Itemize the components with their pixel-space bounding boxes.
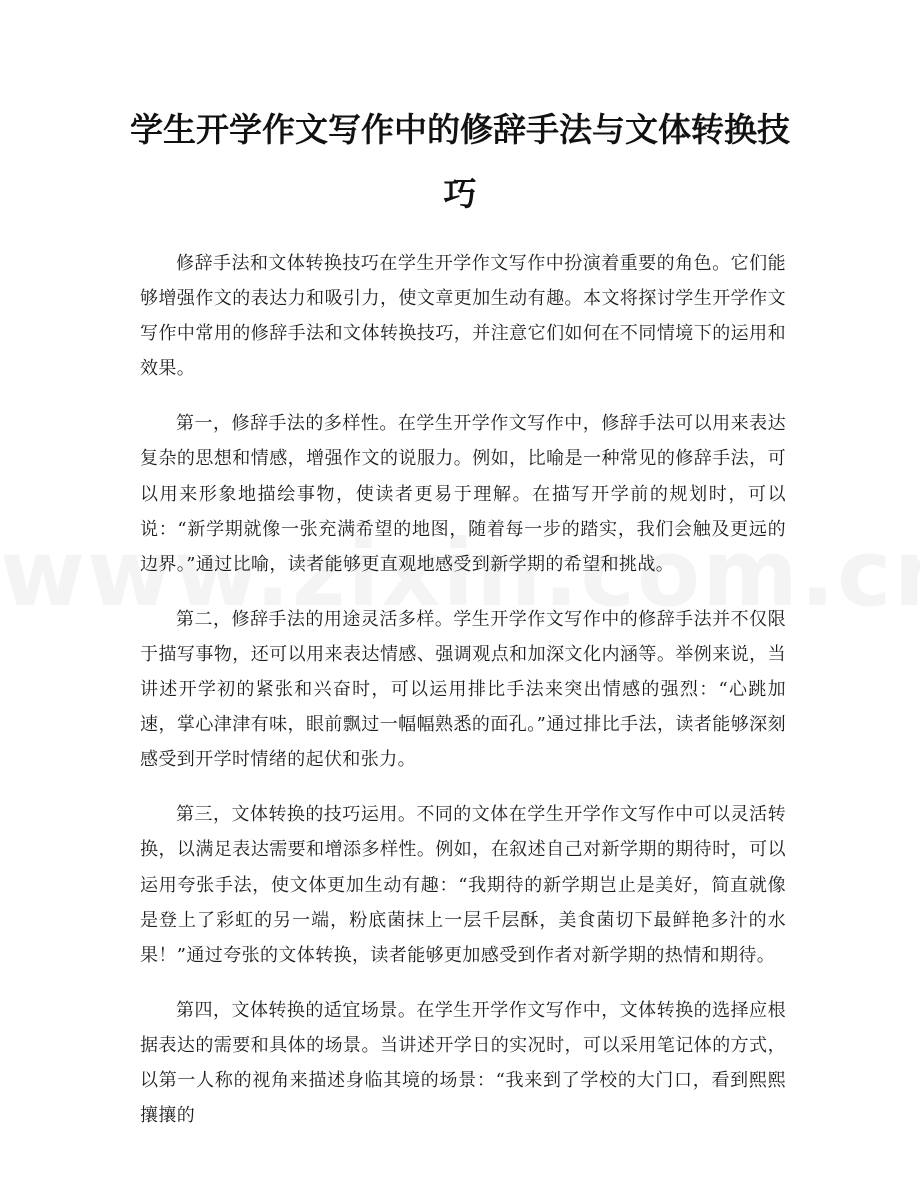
paragraph-intro: 修辞手法和文体转换技巧在学生开学作文写作中扮演着重要的角色。它们能够增强作文的表达力和吸引力，使文章更加生动有趣。本文将探讨学生开学作文写作中常用的修辞手法和文体转换技巧，并注意它们如何在不同情境下的运用和效果。 bbox=[140, 253, 786, 380]
document-body bbox=[0, 246, 920, 1133]
document-title: 学生开学作文写作中的修辞手法与文体转换技巧 bbox=[130, 110, 790, 213]
paragraph-third: 第三，文体转换的技巧运用。不同的文体在学生开学作文写作中可以灵活转换，以满足表达需要和增添多样性。例如，在叙述自己对新学期的期待时，可以运用夸张手法，使文体更加生动有趣：“我期待的新学期岂止是美好，简直就像是登上了彩虹的另一端，粉底菌抹上一层千层酥，美食菌切下最鲜艳多汁的水果！”通过夸张的文体转换，读者能够更加感受到作者对新学期的热情和期待。 bbox=[140, 804, 786, 966]
paragraph-fourth: 第四，文体转换的适宜场景。在学生开学作文写作中，文体转换的选择应根据表达的需要和具体的场景。当讲述开学日的实况时，可以采用笔记体的方式，以第一人称的视角来描述身临其境的场景：“我来到了学校的大门口，看到熙熙攘攘的 bbox=[140, 999, 786, 1127]
paragraph-second: 第二，修辞手法的用途灵活多样。学生开学作文写作中的修辞手法并不仅限于描写事物，还可以用来表达情感、强调观点和加深文化内涵等。举例来说，当讲述开学初的紧张和兴奋时，可以运用排比手法来突出情感的强烈：“心跳加速，掌心津津有味，眼前飘过一幅幅熟悉的面孔。”通过排比手法，读者能够深刻感受到开学时情绪的起伏和张力。 bbox=[140, 608, 786, 771]
paragraph-first: 第一，修辞手法的多样性。在学生开学作文写作中，修辞手法可以用来表达复杂的思想和情感，增强作文的说服力。例如，比喻是一种常见的修辞手法，可以用来形象地描绘事物，使读者更易于理解。在描写开学前的规划时，可以说：“新学期就像一张充满希望的地图，随着每一步的踏实，我们会触及更远的边界。”通过比喻，读者能够更直观地感受到新学期的希望和挑战。 bbox=[140, 413, 786, 575]
